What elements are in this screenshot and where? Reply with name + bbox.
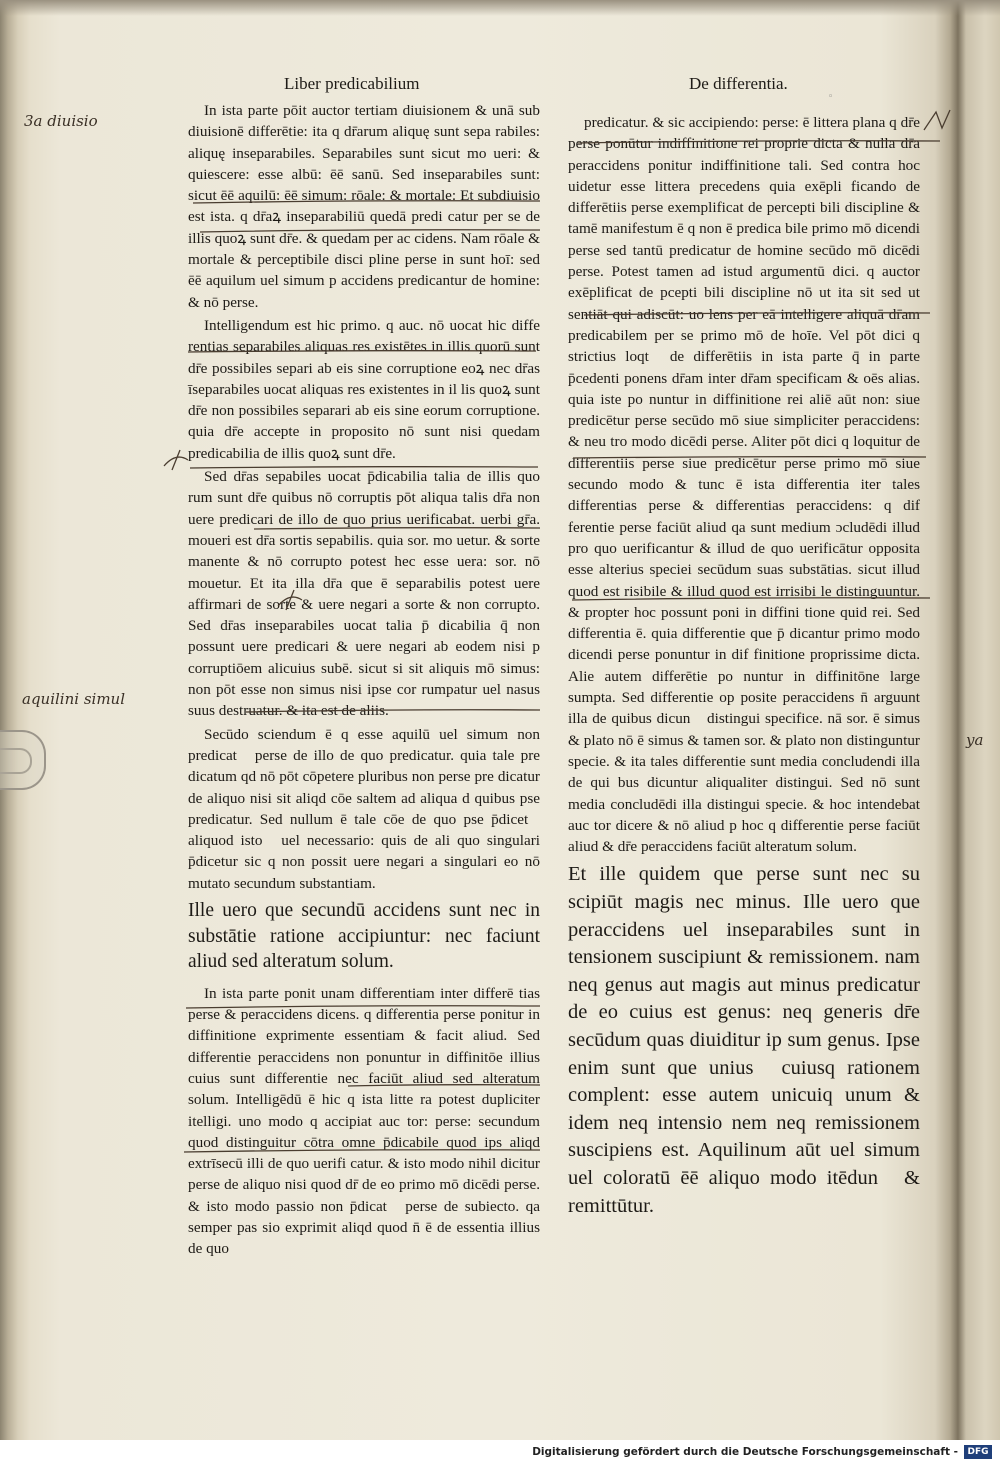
left-paragraph: Secūdo sciendum ē q esse aquilū uel simum non predicatᷣ perse de illo de quo predicatur. quia tale pre dicatum qd nō pōt cōpetere pluribus non perse pre dicatur de aliquo nisi sit aliqd cōe saltem ad aliqua d quibus pse predicatur. Sed nullum ē tale cōe de quo pse p̄dicetᷣ aliquod istoꝝ uel necessario: quis de ali quo singulari p̄dicetur sic q non possit uere negari a singulari eo nō mutato secundum substantiam. xyxy=(188,725,540,892)
left-text-passage: Ille uero que secundū accidens sunt nec in substātie ratione accipiuntur: nec faciunt aliud sed alteratum solum. xyxy=(188,899,540,973)
left-paragraph: In ista parte ponit unam differentiam inter differē tias perse & peraccidens dicens. q differentia perse ponitur in diffinitione exprimente essentiam & facit aliud. Sed differentie peraccidens non ponuntur in diffinitōe illius cuius sunt differentie nec faciūt aliud sed alteratum solum. Intelligēdū ē hic q ista litte ra potest dupliciter itelligi. uno modo q accipiat auc tor: perse: secundum quod distinguitur cōtra omne p̄dicabile quod ips aliqd extrīsecū illi de quo uerifi catur. & isto modo nihil dicitur perse de aliquo nisi quod dr̄ de eo primo mō dicēdi perse. & isto modo passio non p̄dicatᷣ perse de subiecto. qa semper pas sio exprimit aliqd quod n̄ ē de essentia illius de quo xyxy=(188,984,540,1258)
left-paragraph: Intelligendum est hic primo. q auc. nō uocat hic diffe rentias separabiles aliquas res existētes in illis quorū sunt dr̄e possibiles separi ab eis sine corruptione eoꝝ nec dr̄as īseparabiles uocat aliquas res existentes in il lis quoꝝ sunt dr̄e non possibiles separari ab eis sine eorum corruptione. quia dr̄e accepte in proposito nō sunt nisi quedam predicabilia de illis quoꝝ sunt dr̄e. xyxy=(188,316,540,462)
underline-mark xyxy=(200,230,540,232)
underline-mark xyxy=(584,313,930,315)
underline-mark xyxy=(573,457,926,458)
underline-mark xyxy=(186,1006,540,1008)
underline-mark xyxy=(188,351,536,352)
margin-note-right-mid: ya xyxy=(966,731,984,749)
left-paragraph: Sed dr̄as sepabiles uocat p̄dicabilia talia de illis quo rum sunt dr̄e quibus nō corruptis pōt aliqua talis dr̄a non uere predicari de illo de quo prius uerificabat. uerbi gr̄a. moueri est dr̄a sortis sepabilis. quia sor. mo uetur. & sorte manente & nō corrupto potest hec esse uera: sor. nō mouetur. Et ita illa dr̄a que ē separabilis potest uere affirmari de sorte & uere negari a sorte & non corrupto. Sed dr̄as inseparabiles uocat talia p̄ dicabilia q̄ non possunt uere predicari & uere negari ab eodem nisi p corruptiōem alicuius subē. sicut si sit aliquis mō simus: non pōt esse non simus nisi ipse cor rumpatur uel nasus suus destruatur. & ita est de aliis. xyxy=(188,468,540,720)
digitization-footer xyxy=(0,1440,1000,1466)
underline-mark xyxy=(190,467,538,468)
marginal-flourish xyxy=(924,110,950,130)
running-head-left: Liber predicabilium xyxy=(284,74,420,93)
dfg-logo: DFG xyxy=(964,1445,992,1459)
left-paragraph: In ista parte pōit auctor tertiam diuisionem & unā sub diuisionē differētie: ita q dr̄arum aliquę sunt sepa rabiles: aliquę inseparabiles. Separabiles sunt sicut mo ueri: & quiescere: esse albū: ēē sanū. Sed inseparabiles sunt: sicut ēē aquilū: ēē simum: rōale: & mortale: Et subdiuisio est ista. q dr̄aꝝ inseparabiliū quedā predi catur per se de illis quoꝝ sunt dr̄e. & quedam per ac cidens. Nam rōale & mortale & perceptibile disci pline perse in sunt hoī: sed ēē aquilum uel simum p accidens predicantur de homine: & nō perse. xyxy=(188,102,540,311)
running-head-right: De differentia. xyxy=(689,74,788,93)
underline-mark xyxy=(246,710,540,712)
underline-mark xyxy=(578,141,940,143)
underline-mark xyxy=(193,201,540,203)
underline-mark xyxy=(348,1085,540,1086)
paragraph-mark xyxy=(278,590,302,610)
paragraph-mark xyxy=(164,450,188,470)
page-corner-mark: ◦ xyxy=(828,92,834,102)
underline-mark xyxy=(184,1150,540,1152)
underline-mark xyxy=(572,598,930,600)
margin-note-left-top: 3a diuisio xyxy=(24,112,98,130)
right-text-passage: Et ille quidem que perse sunt nec su scipiūt magis nec minus. Ille uero que peraccidens uel inseparabiles sunt in tensionem suscipiunt & remissionem. nam neq genus aut magis aut minus predicatur de eo cuius est genus: neq generis dr̄e secūdum quas diuiditur ip sum genus. Ipse enim sunt que uniusᷣ cuiusq rationem complent: esse autem unicuiq unum & idem neq intensio nem neq remissionem suscipiens est. Aquilinum aūt uel simum uel coloratū ēē aliquo modo itēdunᷣ & remittūtur. xyxy=(568,863,920,1217)
footer-text: Digitalisierung gefördert durch die Deutsche Forschungsgemeinschaft - xyxy=(532,1446,958,1458)
underline-mark xyxy=(254,528,540,529)
right-paragraph: predicatur. & sic accipiendo: perse: ē littera plana q dr̄e perse ponūtur indiffinitione rei proprie dicta & nulla dr̄a peraccidens ponitur indiffinitione tali. Sed contra hoc uidetur esse littera precedens quia exēpli ficando de differētiis perse exemplificat de percepti bili discipline & tamē manifestum ē q non ē predica bile primo mō dicendi perse sed tantū predicatur de homine secūdo mō dicēdi perse. Potest tamen ad istud argumentū dici. q auctor exēplificat de pcepti bili discipline nō ut ita sit sed ut sentiāt qui adiscūt: uo lens per eā intelligere aliquā dr̄am predicabilem per se primo mō de hoīe. Vel pōt dici q strictius loqtᷣ de differētiis in ista parte q̄ in parte p̄cedenti ponens dr̄am inter dr̄am specificam & oēs alias. quia iste po nuntur in diffinitione rei aliē aūt non: siue predicētur perse secūdo mō siue simpliciter peraccidens: & neu tro modo dicēdi perse. Aliter pōt dici q loquitur de differentiis perse siue predicētur perse primo mō siue secundo modo & tunc ē ista differentia iter tales differentias perse & differentias peraccidens: q dif ferentie perse faciūt aliud qa sunt medium ɔcludēdi illud pro quo uerificantur & illud de quo uerificātur opposita esse alterius speciei secūdum suas substātias. sicut illud quod est risibile & illud quod est irrisibi le distinguuntur. & propter hoc possunt poni in diffini tione quid rei. Sed differentia ē. quia differentie que p̄ dicantur primo modo dicendi perse ponuntur in dif finitione proprissime dicta. Alie autem differētie po nuntur in diffinitōne large sumpta. Sed differentie op posite peraccidens n̄ arguunt illa de quibus dicunᷣ distingui specifice. nā sor. ē simus & plato nō ē simus & tamen sor. & plato non distinguntur specie. & ita tales differentie sunt media concludendi illa de qui bus dicuntur aliqualiter distingui. Sed nō sunt media concludēdi illa distingui specie. & hoc intendebat auc tor dicere & nō aliud p hoc q differentie perse faciūt aliud & dr̄e peraccidens faciūt alteratum solum. xyxy=(568,114,920,856)
margin-note-left-mid: aquilini simul xyxy=(22,690,126,708)
